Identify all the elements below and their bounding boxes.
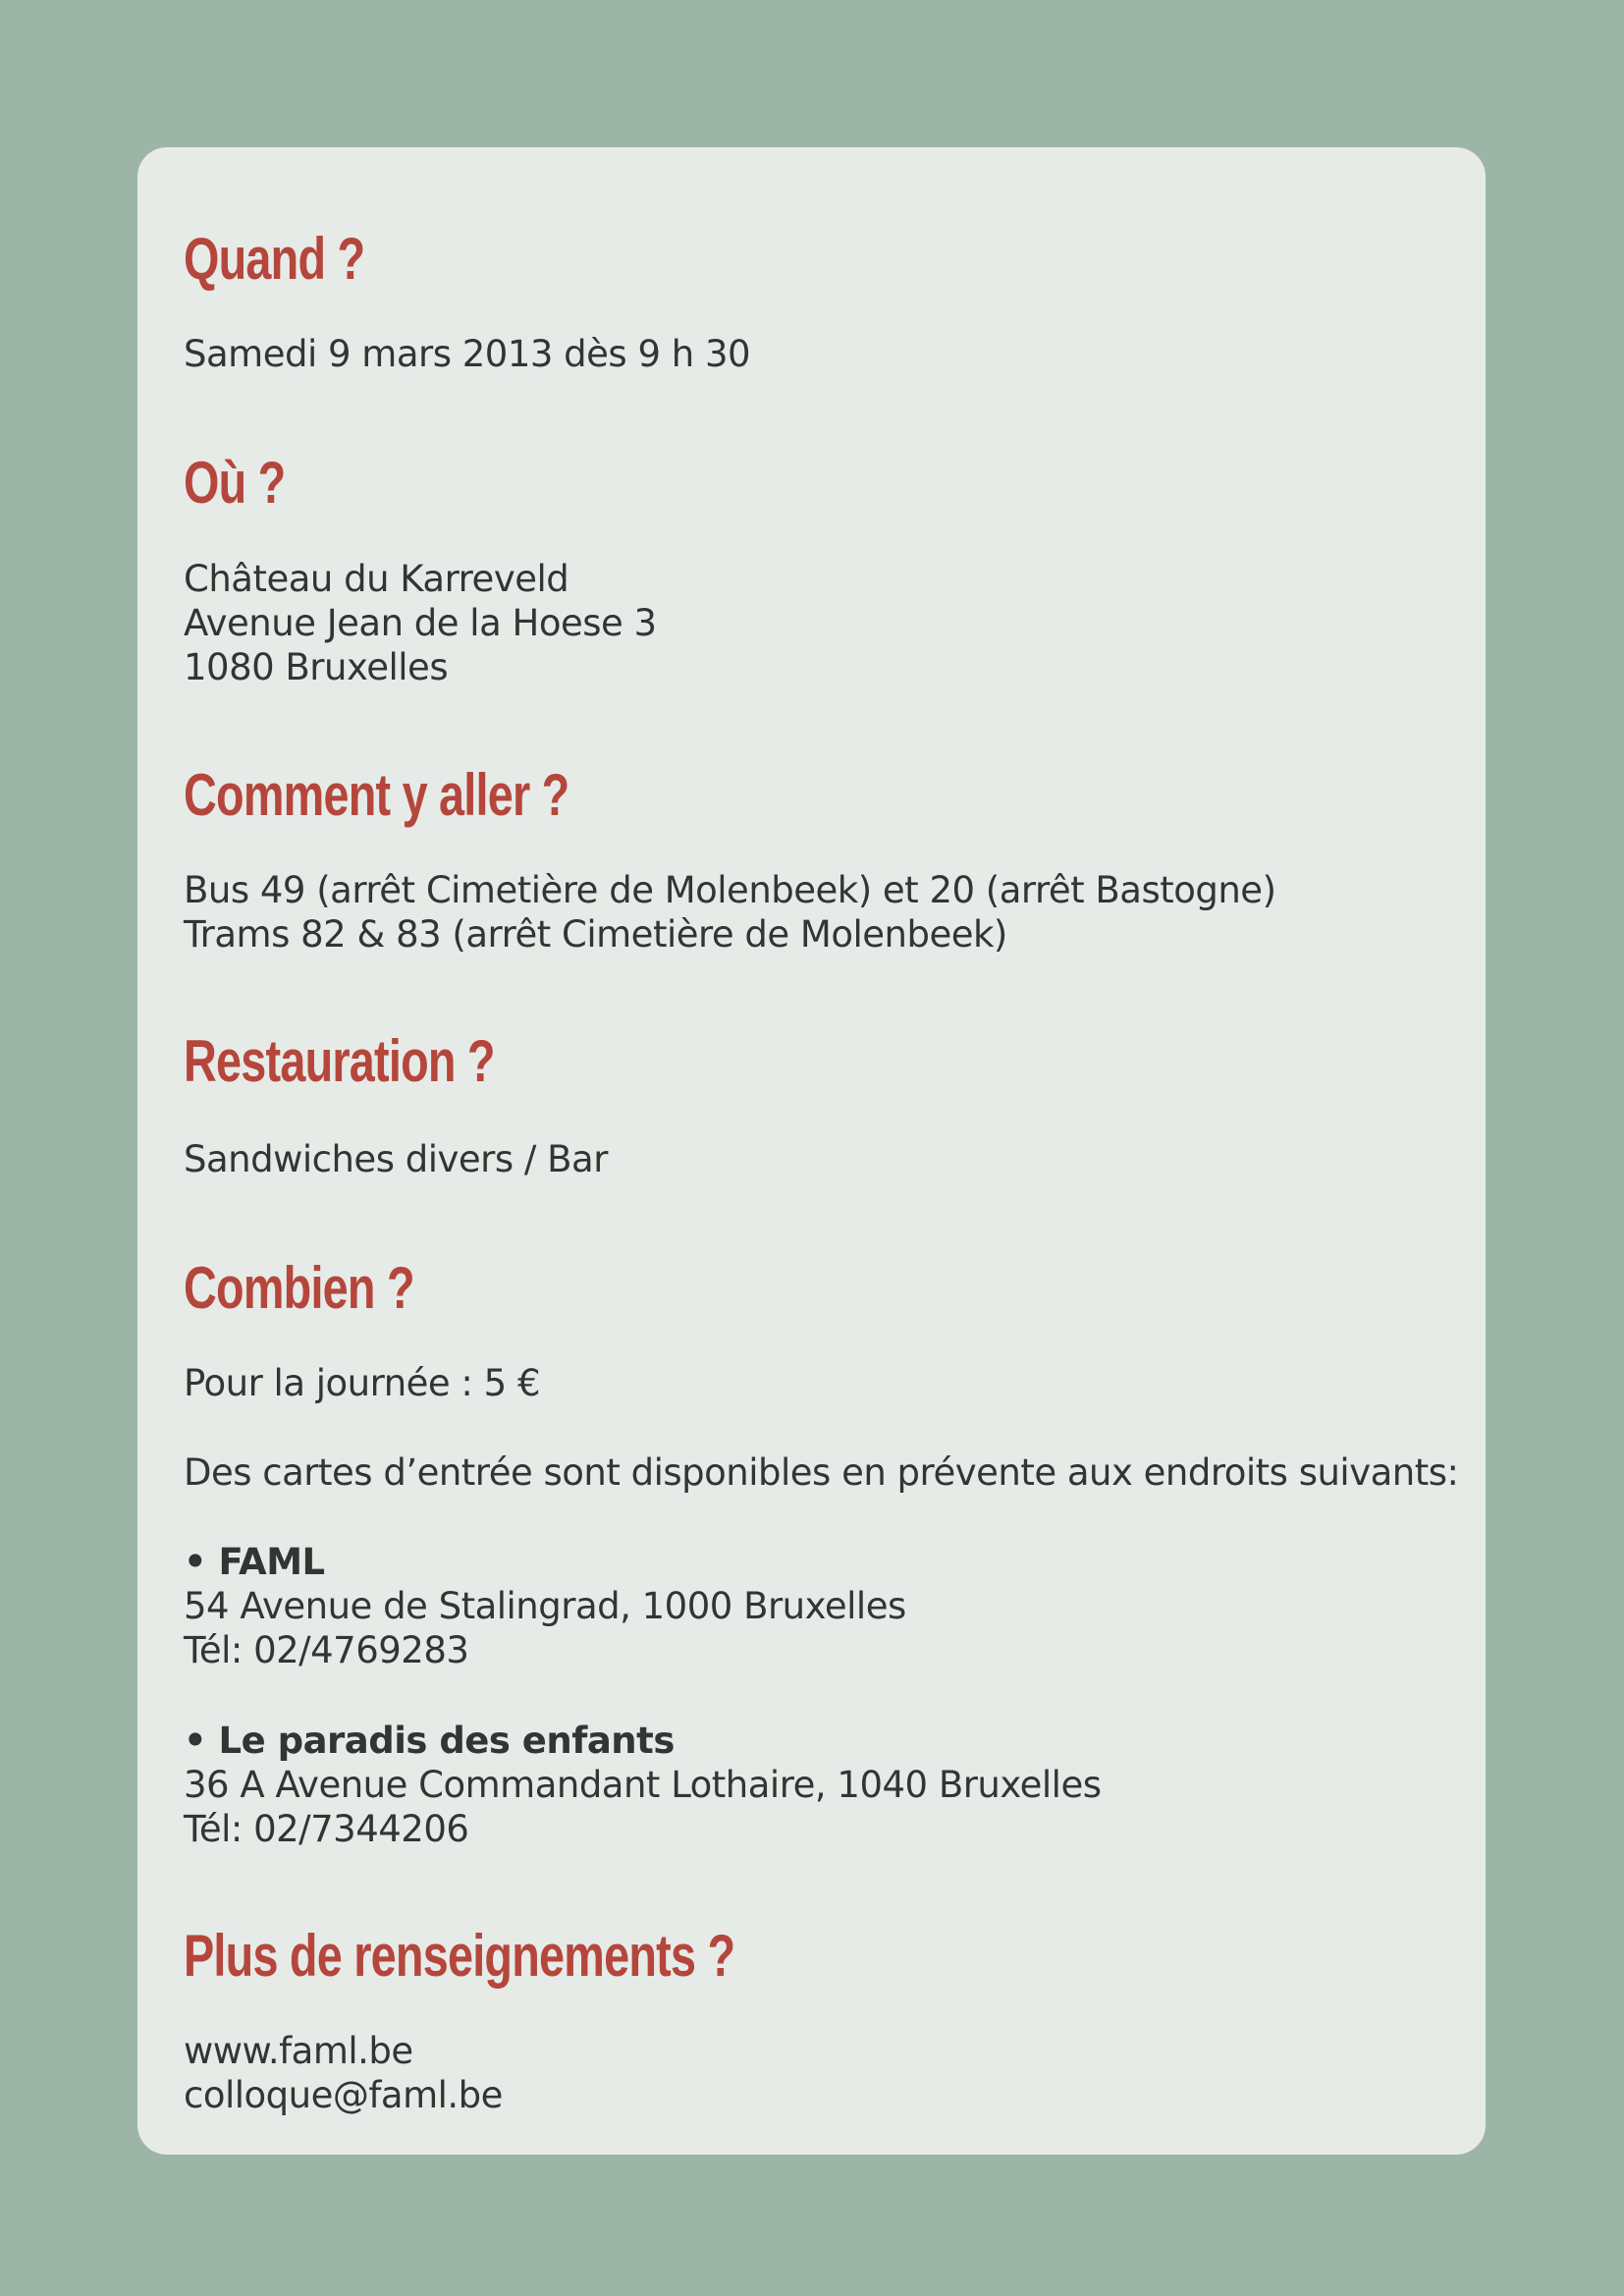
venue-city: 1080 Bruxelles <box>184 646 449 688</box>
presale-info: Des cartes d’entrée sont disponibles en prévente aux endroits suivants: <box>184 1451 1459 1494</box>
transport-info <box>184 868 1276 957</box>
vendor-address: 36 A Avenue Commandant Lothaire, 1040 Bruxelles <box>184 1764 1102 1806</box>
price-info: Pour la journée : 5 € <box>184 1362 541 1404</box>
contact-info <box>184 2029 503 2117</box>
info-card <box>137 147 1486 2155</box>
heading-quand: Quand ? <box>184 226 365 292</box>
email-link[interactable]: colloque@faml.be <box>184 2074 503 2116</box>
heading-restauration: Restauration ? <box>184 1028 495 1094</box>
venue-street: Avenue Jean de la Hoese 3 <box>184 602 657 644</box>
venue-name: Château du Karreveld <box>184 558 569 600</box>
tram-info: Trams 82 & 83 (arrêt Cimetière de Molenbeek) <box>184 913 1007 956</box>
heading-comment: Comment y aller ? <box>184 762 569 828</box>
vendor-name: • FAML <box>184 1541 325 1583</box>
event-date: Samedi 9 mars 2013 dès 9 h 30 <box>184 333 751 375</box>
vendor-address: 54 Avenue de Stalingrad, 1000 Bruxelles <box>184 1585 906 1627</box>
vendor-faml <box>184 1540 906 1672</box>
vendor-phone: Tél: 02/7344206 <box>184 1808 469 1850</box>
venue-address <box>184 557 657 689</box>
heading-combien: Combien ? <box>184 1255 414 1321</box>
catering-info: Sandwiches divers / Bar <box>184 1138 608 1180</box>
bus-info: Bus 49 (arrêt Cimetière de Molenbeek) et 20 (arrêt Bastogne) <box>184 869 1276 911</box>
vendor-paradis <box>184 1719 1102 1851</box>
vendor-phone: Tél: 02/4769283 <box>184 1629 469 1671</box>
heading-ou: Où ? <box>184 450 286 516</box>
website-link[interactable]: www.faml.be <box>184 2030 413 2072</box>
vendor-name: • Le paradis des enfants <box>184 1720 675 1762</box>
heading-plus: Plus de renseignements ? <box>184 1923 735 1989</box>
